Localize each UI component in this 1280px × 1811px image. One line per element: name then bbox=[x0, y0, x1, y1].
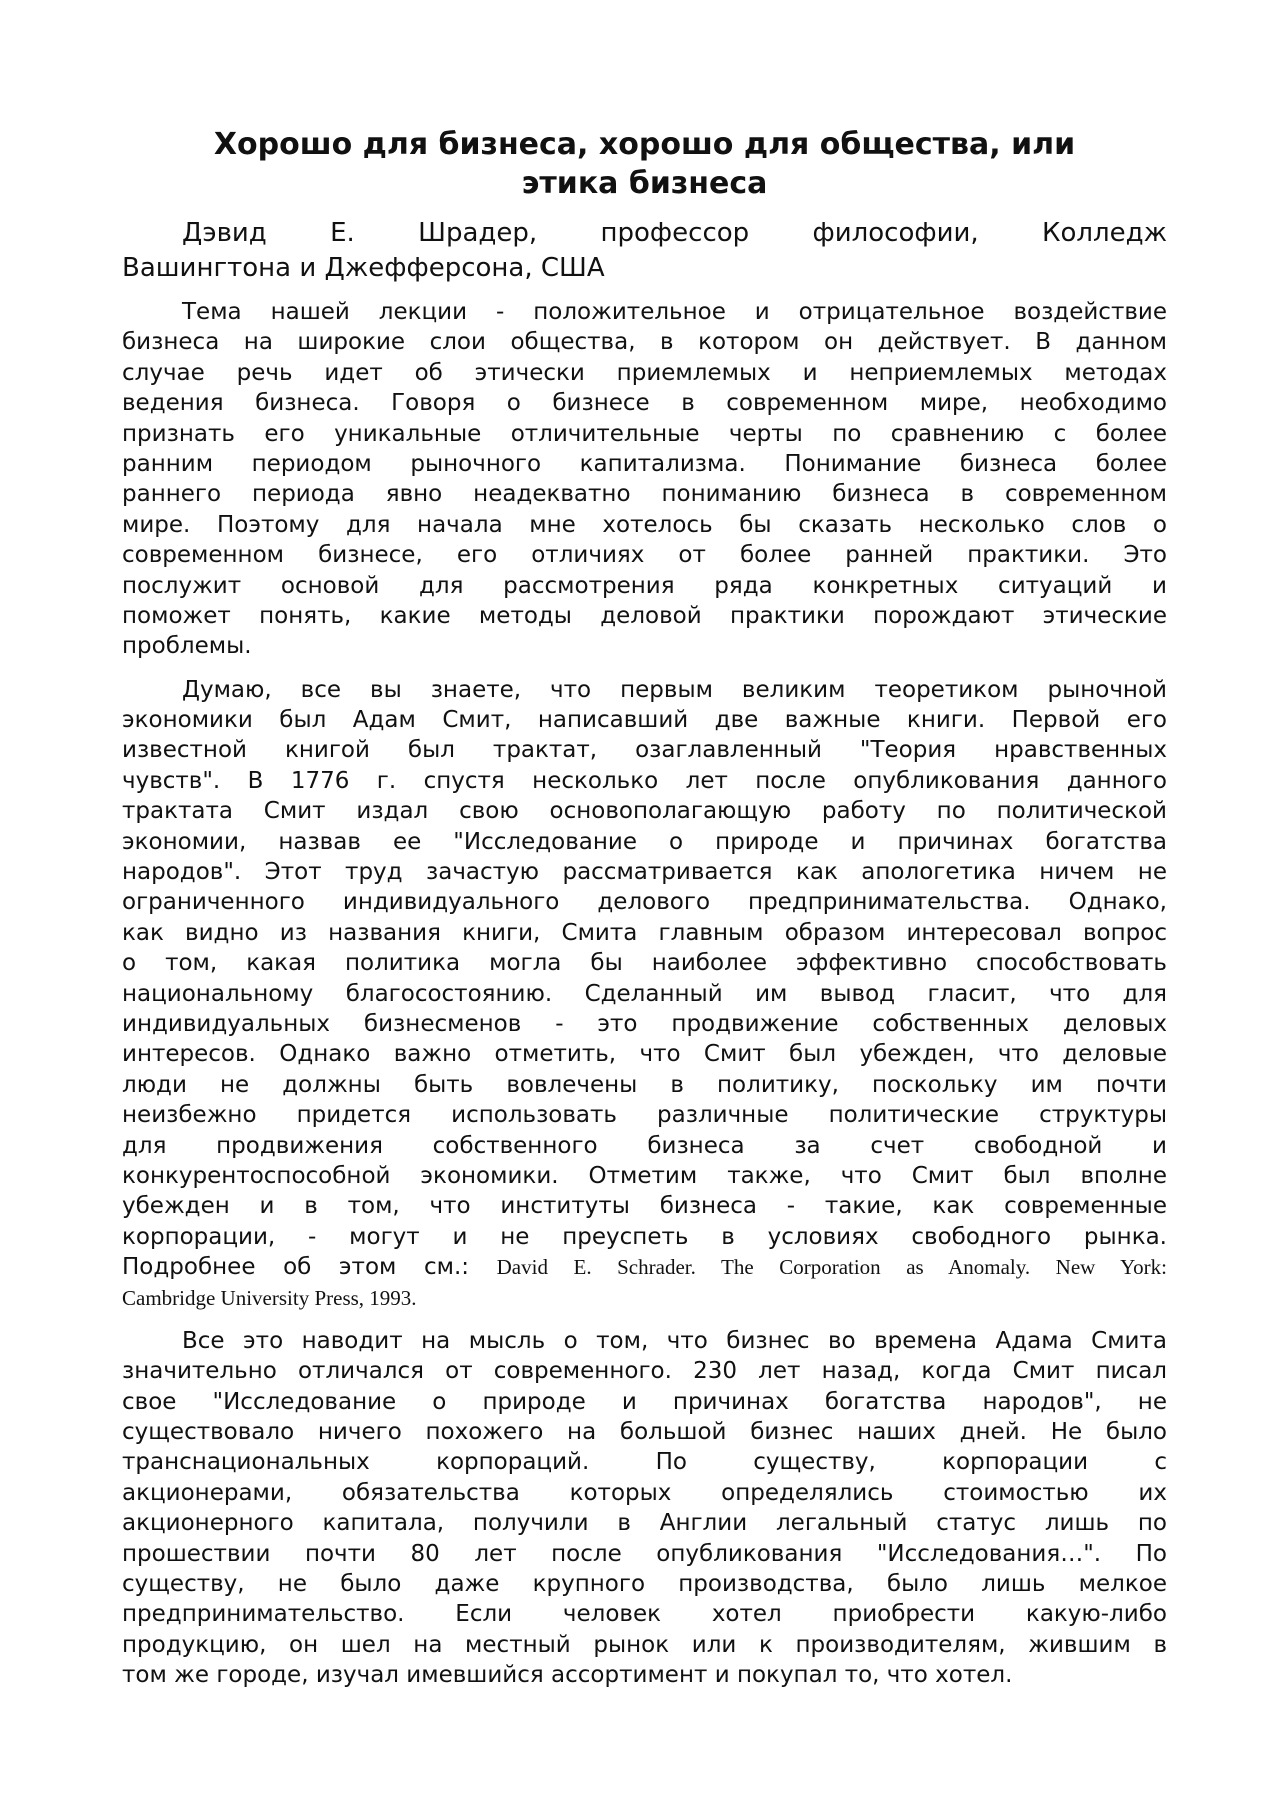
text-line: существовало ничего похожего на большой бизнес наших дней. Не было bbox=[122, 1419, 1167, 1446]
text-line: акционерами, обязательства которых определялись стоимостью их bbox=[122, 1479, 1167, 1506]
citation-reference: David E. Schrader. The Corporation as Anomaly. New York: bbox=[496, 1255, 1167, 1280]
text-line: ранним периодом рыночного капитализма. Понимание бизнеса более bbox=[122, 450, 1167, 477]
text-line: экономики был Адам Смит, написавший две важные книги. Первой его bbox=[122, 707, 1167, 734]
text-line: признать его уникальные отличительные черты по сравнению с более bbox=[122, 420, 1167, 447]
text-line: корпорации, - могут и не преуспеть в условиях свободного рынка. bbox=[122, 1223, 1167, 1250]
text-line: проблемы. bbox=[122, 633, 252, 660]
text-line: убежден и в том, что институты бизнеса - такие, как современные bbox=[122, 1193, 1167, 1220]
paragraph-3 bbox=[122, 1326, 1167, 1691]
text-line: предпринимательство. Если человек хотел приобрести какую-либо bbox=[122, 1601, 1167, 1628]
text-line: прошествии почти 80 лет после опубликования "Исследования…". По bbox=[122, 1540, 1167, 1567]
title-line: Хорошо для бизнеса, хорошо для общества, или bbox=[213, 127, 1076, 162]
text-line: значительно отличался от современного. 230 лет назад, когда Смит писал bbox=[122, 1358, 1167, 1385]
text-line: мире. Поэтому для начала мне хотелось бы сказать несколько слов о bbox=[122, 511, 1167, 538]
text-line: Тема нашей лекции - положительное и отрицательное воздействие bbox=[182, 299, 1167, 325]
text-line: ведения бизнеса. Говоря о бизнесе в современном мире, необходимо bbox=[122, 390, 1167, 417]
text-line: известной книгой был трактат, озаглавленный "Теория нравственных bbox=[122, 737, 1167, 764]
citation-line bbox=[122, 1252, 1167, 1282]
text-line: транснациональных корпораций. По существу, корпорации с bbox=[122, 1449, 1167, 1476]
text-line: трактата Смит издал свою основополагающую работу по политической bbox=[122, 798, 1167, 825]
paragraph-2 bbox=[122, 675, 1167, 1313]
text-line: случае речь идет об этически приемлемых и неприемлемых методах bbox=[122, 359, 1167, 386]
document-page bbox=[122, 125, 1167, 1691]
text-line: о том, какая политика могла бы наиболее эффективно способствовать bbox=[122, 950, 1167, 977]
text-line: люди не должны быть вовлечены в политику, поскольку им почти bbox=[122, 1071, 1167, 1098]
text-line: конкурентоспособной экономики. Отметим также, что Смит был вполне bbox=[122, 1162, 1167, 1189]
text-line: интересов. Однако важно отметить, что Смит был убежден, что деловые bbox=[122, 1041, 1167, 1068]
text-line: экономии, назвав ее "Исследование о природе и причинах богатства bbox=[122, 828, 1167, 855]
text-line: продукцию, он шел на местный рынок или к производителям, жившим в bbox=[122, 1631, 1167, 1658]
text-line: народов". Этот труд зачастую рассматривается как апологетика ничем не bbox=[122, 859, 1167, 886]
text-line: как видно из названия книги, Смита главным образом интересовал вопрос bbox=[122, 919, 1167, 946]
text-line: современном бизнесе, его отличиях от более ранней практики. Это bbox=[122, 542, 1167, 569]
text-line: чувств". В 1776 г. спустя несколько лет после опубликования данного bbox=[122, 767, 1167, 794]
text-line: существу, не было даже крупного производства, было лишь мелкое bbox=[122, 1571, 1167, 1598]
paragraph-1 bbox=[122, 297, 1167, 662]
text-line: раннего периода явно неадекватно пониманию бизнеса в современном bbox=[122, 481, 1167, 508]
document-title bbox=[122, 125, 1167, 203]
citation-lead: Подробнее об этом см.: bbox=[122, 1254, 470, 1281]
author-text: Вашингтона и Джефферсона, США bbox=[122, 253, 605, 283]
text-line: ограниченного индивидуального делового предпринимательства. Однако, bbox=[122, 889, 1167, 916]
text-line: неизбежно придется использовать различные политические структуры bbox=[122, 1102, 1167, 1129]
text-line: Думаю, все вы знаете, что первым великим теоретиком рыночной bbox=[182, 676, 1167, 703]
text-line: Все это наводит на мысль о том, что бизнес во времена Адама Смита bbox=[182, 1327, 1167, 1354]
author-line bbox=[122, 216, 1167, 286]
author-text: Дэвид Е. Шрадер, профессор философии, Колледж bbox=[182, 218, 1167, 248]
text-line: послужит основой для рассмотрения ряда конкретных ситуаций и bbox=[122, 572, 1167, 599]
citation-reference: Cambridge University Press, 1993. bbox=[122, 1285, 417, 1310]
text-line: свое "Исследование о природе и причинах богатства народов", не bbox=[122, 1388, 1167, 1415]
text-line: том же городе, изучал имевшийся ассортимент и покупал то, что хотел. bbox=[122, 1662, 1013, 1689]
text-line: бизнеса на широкие слои общества, в котором он действует. В данном bbox=[122, 329, 1167, 356]
text-line: национальному благосостоянию. Сделанный им вывод гласит, что для bbox=[122, 980, 1167, 1007]
text-line: акционерного капитала, получили в Англии легальный статус лишь по bbox=[122, 1510, 1167, 1537]
text-line: поможет понять, какие методы деловой практики порождают этические bbox=[122, 602, 1167, 629]
title-line: этика бизнеса bbox=[521, 166, 768, 201]
text-line: для продвижения собственного бизнеса за счет свободной и bbox=[122, 1132, 1167, 1159]
text-line: индивидуальных бизнесменов - это продвижение собственных деловых bbox=[122, 1010, 1167, 1037]
